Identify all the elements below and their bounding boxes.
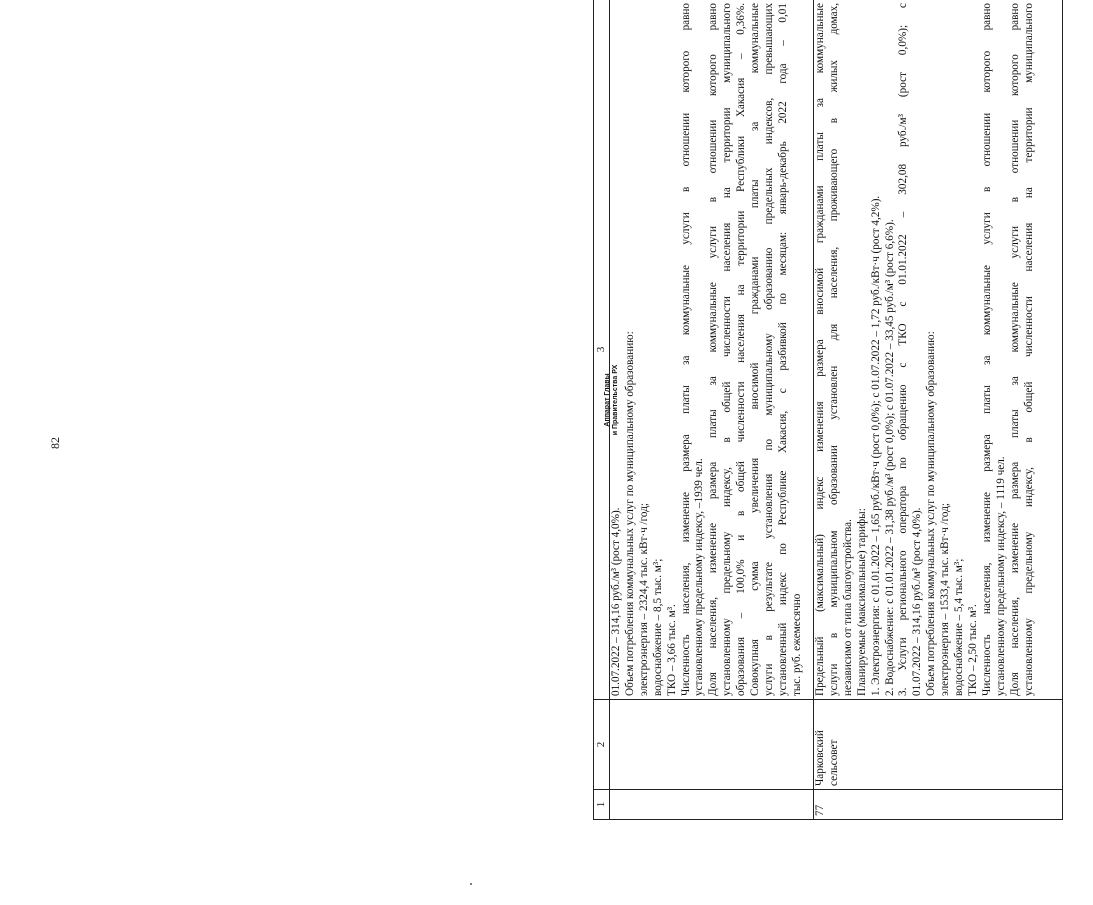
text-line: 3. Услуги регионального оператора по обращению с ТКО с 01.01.2022 – 302,08 руб./м³ (рост 0,0%); с bbox=[897, 3, 910, 696]
text-line: Совокупная сумма увеличения вносимой гражданами платы за коммунальные bbox=[749, 3, 762, 696]
text-line: установленному предельному индексу, в общей численности населения на территории муниципального bbox=[1022, 3, 1035, 696]
row-number-cell bbox=[610, 790, 814, 820]
text-line: Объем потребления коммунальных услуг по муниципальному образованию: bbox=[623, 331, 636, 696]
text-line: Доля населения, изменение размера платы за коммунальные услуги в отношении которого равно bbox=[1008, 3, 1021, 696]
text-line: 2. Водоснабжение: с 01.01.2022 – 31,38 руб./м³ (рост 0,0%); с 01.07.2022 – 33,45 руб./м³ (рост 6,6%). bbox=[883, 219, 896, 696]
text-line: водоснабжение – 8,5 тыс. м³; bbox=[651, 558, 664, 696]
description-cell bbox=[814, 0, 1063, 700]
stamp-line: и Правительства РХ bbox=[612, 364, 619, 436]
header-cell-3: 3 bbox=[594, 0, 610, 700]
text-line: услуги в муниципальном образовании установлен для населения, проживающего в жилых домах, bbox=[827, 3, 840, 696]
text-line: электроэнергия – 2324,4 тыс. кВт·ч /год; bbox=[637, 503, 650, 696]
text-line: 01.07.2022 – 314,16 руб./м³ (рост 4,0%). bbox=[911, 507, 924, 696]
text-line: образования – 100,0% и в общей численности населения на территории Республики Хакасия – 0,36%. bbox=[735, 3, 748, 696]
text-line: Численность населения, изменение размера платы за коммунальные услуги в отношении которого равно bbox=[679, 3, 692, 696]
text-line: Численность населения, изменение размера платы за коммунальные услуги в отношении которого равно bbox=[980, 3, 993, 696]
text-line: независимо от типа благоустройства. bbox=[841, 519, 854, 696]
text-line: 01.07.2022 – 314,16 руб./м³ (рост 4,0%). bbox=[610, 507, 622, 696]
rotated-page bbox=[593, 0, 1093, 820]
text-line: установленному предельному индексу, – 1119 чел. bbox=[994, 456, 1007, 696]
text-line: услуги в результате установления по муниципальному образованию предельных индексов, превышающих bbox=[762, 3, 775, 696]
municipality-cell bbox=[610, 700, 814, 790]
page-number: 82 bbox=[48, 437, 62, 449]
office-stamp bbox=[604, 330, 620, 470]
text-line: установленному предельному индексу, –1939 чел. bbox=[693, 458, 706, 696]
text-line: водоснабжение – 5,4 тыс. м³; bbox=[953, 558, 966, 696]
text-line: Предельный (максимальный) индекс изменения размера вносимой гражданами платы за коммунальные bbox=[814, 3, 826, 696]
text-line: Планируемые (максимальные) тарифы: bbox=[855, 508, 868, 696]
scan-speck bbox=[470, 883, 472, 885]
text-line: установленному предельному индексу, в общей численности населения на территории муниципального bbox=[721, 3, 734, 696]
text-line: ТКО – 3,66 тыс. м³. bbox=[665, 604, 678, 696]
text-line: тыс. руб. ежемесячно bbox=[790, 593, 803, 696]
text-line: Доля населения, изменение размера платы за коммунальные услуги в отношении которого равно bbox=[707, 3, 720, 696]
text-line: электроэнергия – 1533,4 тыс. кВт·ч /год; bbox=[939, 503, 952, 696]
tariff-table bbox=[593, 0, 1063, 820]
header-cell-2: 2 bbox=[594, 700, 610, 790]
text-line: 1. Электроэнергия: с 01.01.2022 – 1,65 руб./кВт·ч (рост 0,0%); с 01.07.2022 – 1,72 руб./кВт·ч (рост 4,2%). bbox=[869, 195, 882, 696]
description-cell bbox=[610, 0, 814, 700]
text-line: установленный индекс по Республике Хакасия, с разбивкой по месяцам: январь-декабрь 2022 года – 0,01 bbox=[776, 3, 789, 696]
text-line: ТКО – 2,50 тыс. м³. bbox=[966, 604, 979, 696]
stamp-line: Аппарат Главы bbox=[604, 373, 611, 427]
header-cell-1: 1 bbox=[594, 790, 610, 820]
text-line: Объем потребления коммунальных услуг по муниципальному образованию: bbox=[925, 331, 938, 696]
row-number-cell: 77 bbox=[814, 790, 1063, 820]
table-row bbox=[610, 0, 814, 820]
table-row bbox=[814, 0, 1063, 820]
municipality-cell: Чарковский сельсовет bbox=[814, 700, 1063, 790]
